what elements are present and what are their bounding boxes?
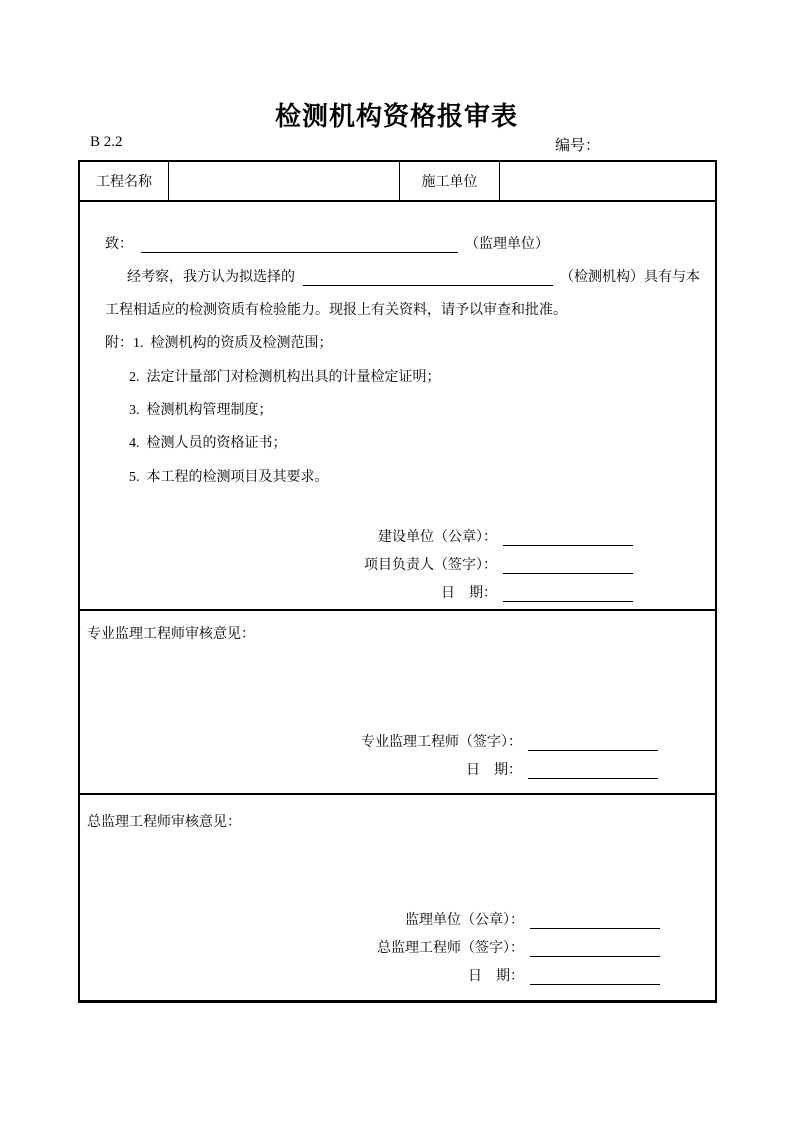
- chief-engineer-review-section: [80, 795, 715, 1000]
- specialty-engineer-review-section: [80, 611, 715, 795]
- attachment-number: 2.: [129, 370, 140, 385]
- project-leader-signature-blank[interactable]: [503, 559, 633, 574]
- chief-engineer-signature-block: [377, 913, 660, 997]
- paragraph-line-1: [127, 270, 700, 286]
- to-line: [105, 237, 549, 253]
- attachment-number: 3.: [129, 403, 140, 418]
- testing-institution-field-blank[interactable]: [303, 271, 553, 286]
- date-blank[interactable]: [530, 970, 660, 985]
- date-label: 日 期：: [466, 763, 522, 778]
- project-leader-signature-label: 项目负责人（签字）：: [364, 558, 497, 573]
- to-label: 致：: [105, 237, 133, 252]
- attachment-number: 4.: [129, 436, 140, 451]
- attachment-number: 5.: [129, 470, 140, 485]
- paragraph-prefix: 经考察，我方认为拟选择的: [127, 270, 295, 285]
- date-blank[interactable]: [503, 587, 633, 602]
- supervising-unit-seal-blank[interactable]: [530, 914, 660, 929]
- supervising-unit-seal-label: 监理单位（公章）：: [405, 913, 524, 928]
- attachment-text: 本工程的检测项目及其要求。: [146, 470, 329, 485]
- specialty-engineer-review-heading: 专业监理工程师审核意见：: [87, 627, 255, 642]
- project-name-label: 工程名称: [80, 162, 169, 200]
- specialty-engineer-signature-label: 专业监理工程师（签字）：: [361, 735, 522, 750]
- paragraph-line-2: 工程相适应的检测资质有检验能力。现报上有关资料，请予以审查和批准。: [105, 303, 567, 318]
- date-label: 日 期：: [468, 969, 524, 984]
- construction-unit-seal-label: 建设单位（公章）：: [378, 530, 497, 545]
- signature-row: [377, 913, 660, 929]
- page-title: 检测机构资格报审表: [274, 102, 518, 131]
- attachment-item: [129, 470, 329, 486]
- paragraph-suffix: （检测机构）具有与本: [560, 270, 700, 285]
- attachment-item: [105, 336, 333, 352]
- supervising-unit-field-blank[interactable]: [141, 238, 458, 253]
- contractor-value-cell[interactable]: [500, 162, 715, 200]
- construction-unit-seal-blank[interactable]: [503, 531, 633, 546]
- project-name-value-cell[interactable]: [169, 162, 400, 200]
- signature-row: [364, 530, 633, 546]
- header-row: [80, 162, 715, 202]
- signature-row: [377, 941, 660, 957]
- signature-row: [377, 969, 660, 985]
- form-code: B 2.2: [90, 134, 123, 150]
- specialty-engineer-signature-block: [361, 735, 658, 791]
- form-table: [78, 160, 717, 1003]
- signature-row: [364, 558, 633, 574]
- attachment-item: [129, 370, 441, 386]
- attachment-text: 检测人员的资格证书；: [146, 436, 287, 451]
- attachment-item: [129, 403, 273, 419]
- date-label: 日 期：: [441, 586, 497, 601]
- attachment-text: 检测机构的资质及检测范围；: [150, 336, 333, 351]
- contractor-label: 施工单位: [400, 162, 500, 200]
- attachment-text: 检测机构管理制度；: [146, 403, 273, 418]
- attachment-label: 附：: [105, 336, 133, 351]
- chief-engineer-signature-label: 总监理工程师（签字）：: [377, 941, 524, 956]
- attachment-text: 法定计量部门对检测机构出具的计量检定证明；: [146, 370, 441, 385]
- application-section: [80, 202, 715, 611]
- meta-row: [0, 134, 793, 154]
- date-blank[interactable]: [528, 764, 658, 779]
- chief-engineer-review-heading: 总监理工程师审核意见：: [87, 815, 241, 830]
- attachment-item: [129, 436, 287, 452]
- attachment-number: 1.: [133, 336, 144, 351]
- serial-number-label: 编号：: [555, 138, 601, 154]
- specialty-engineer-signature-blank[interactable]: [528, 736, 658, 751]
- to-suffix: （监理单位）: [465, 237, 549, 252]
- chief-engineer-signature-blank[interactable]: [530, 942, 660, 957]
- construction-unit-signature-block: [364, 530, 633, 614]
- signature-row: [361, 763, 658, 779]
- signature-row: [361, 735, 658, 751]
- signature-row: [364, 586, 633, 602]
